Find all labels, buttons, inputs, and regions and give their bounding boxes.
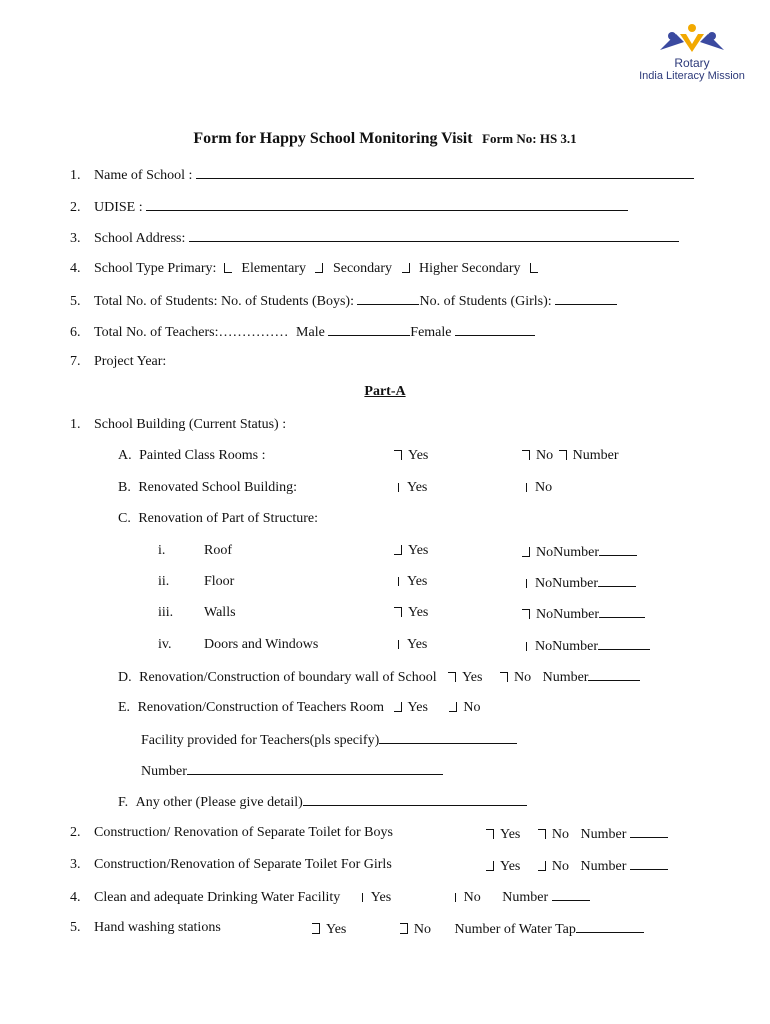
yes-option [398,574,427,590]
field-label: Female [410,325,452,340]
no-checkbox[interactable] [526,642,529,651]
facility-input[interactable] [379,731,517,744]
no-checkbox[interactable] [522,450,530,460]
option-label: No [463,700,481,715]
option-label: NoNumber [535,639,598,654]
option-label: Yes [462,670,483,685]
no-option [522,605,645,623]
floor-number-input[interactable] [598,574,636,587]
title-main: Form for Happy School Monitoring Visit [193,130,473,147]
row-drinking-water [70,888,590,906]
yes-checkbox[interactable] [394,702,402,712]
no-checkbox[interactable] [538,829,546,839]
no-option [526,480,552,496]
number-input[interactable] [187,762,443,775]
no-checkbox[interactable] [400,923,408,934]
page-title [0,130,770,148]
field-label: School Type Primary: [94,261,217,276]
item-letter: F. [118,795,129,810]
primary-checkbox[interactable] [224,263,232,273]
section-heading-part-a: Part-A [364,384,406,399]
form-number: Form No: HS 3.1 [482,131,577,146]
option-label: No [413,922,431,937]
field-address [70,229,679,247]
row-label: Facility provided for Teachers(pls specify) [141,733,380,748]
row-label-walls: Walls [204,605,236,620]
row-label: Renovation of Part of Structure: [138,511,318,526]
number-checkbox[interactable] [559,450,567,460]
yes-checkbox[interactable] [394,545,402,555]
option-label: No [463,890,481,905]
no-checkbox[interactable] [455,893,458,902]
row-renovation-structure [118,511,318,527]
field-label: Total No. of Students: No. of Students (Boys): [94,294,354,309]
section-school-building [70,417,286,433]
row-number [141,762,443,780]
no-option [526,637,650,655]
option-label: Yes [500,827,521,842]
option-label: Yes [408,448,429,463]
row-toilet-boys [70,825,393,841]
option-label: Yes [407,700,428,715]
field-label: UDISE : [94,200,143,215]
roman-numeral: iv. [158,637,172,652]
yes-option [398,637,427,653]
option-label: Secondary [332,261,393,276]
no-checkbox[interactable] [522,547,530,557]
row-boundary-wall [118,668,640,686]
row-label: Renovation/Construction of boundary wall of School [139,670,437,685]
female-teachers-input[interactable] [455,323,535,336]
yes-checkbox[interactable] [486,829,494,839]
field-school-type [70,261,544,277]
option-label: Yes [370,890,392,905]
item-number: 4. [70,890,81,905]
no-checkbox[interactable] [449,702,457,712]
option-label: NoNumber [536,545,599,560]
no-option [522,543,637,561]
item-number: 3. [70,231,81,246]
item-number: 2. [70,200,81,215]
option-label: Elementary [241,261,306,276]
roman-numeral: iii. [158,605,174,620]
boundary-number-input[interactable] [588,668,640,681]
roman-numeral: ii. [158,574,170,589]
row-label-doors-windows: Doors and Windows [204,637,319,652]
yes-checkbox[interactable] [486,861,494,871]
yes-checkbox[interactable] [394,450,402,460]
secondary-checkbox[interactable] [402,263,410,273]
option-label: No [513,670,532,685]
option-label: Number of Water Tap [454,922,576,937]
logo-line2: India Literacy Mission [639,70,745,82]
option-label: Yes [407,480,428,495]
item-number: 6. [70,325,81,340]
option-label: Number [580,827,627,842]
yes-checkbox[interactable] [398,577,401,586]
option-label: Yes [408,543,429,558]
option-label: NoNumber [536,607,599,622]
row-label-floor: Floor [204,574,235,589]
girls-toilet-number-input[interactable] [630,857,668,870]
no-checkbox[interactable] [522,609,530,619]
item-letter: C. [118,511,131,526]
item-number: 5. [70,294,81,309]
no-checkbox[interactable] [538,861,546,871]
item-number: 2. [70,825,81,840]
roof-number-input[interactable] [599,543,637,556]
yes-checkbox[interactable] [398,640,401,649]
row-renovated-building [118,480,297,496]
row-label: Hand washing stations [94,920,221,935]
school-name-input[interactable] [196,166,694,179]
option-label: Number [502,890,549,905]
options-toilet-boys [486,825,668,843]
row-toilet-girls [70,857,392,873]
doors-number-input[interactable] [598,637,650,650]
option-label: Yes [407,574,428,589]
boys-count-input[interactable] [357,292,419,305]
field-label: Total No. of Teachers:…………… [94,325,289,340]
yes-option [394,605,428,621]
field-udise [70,198,628,216]
yes-checkbox[interactable] [362,893,365,902]
no-option [526,574,636,592]
options-hand-washing [312,920,644,938]
yes-checkbox[interactable] [312,923,320,934]
option-label: No [536,448,554,463]
yes-checkbox[interactable] [398,483,401,492]
option-label: NoNumber [535,576,598,591]
field-project-year [70,354,166,370]
row-label: Renovation/Construction of Teachers Room [137,700,385,715]
field-label: No. of Students (Girls): [419,294,552,309]
field-label: Male [296,325,325,340]
other-detail-input[interactable] [303,793,527,806]
option-label: Yes [408,605,429,620]
option-label: Yes [407,637,428,652]
row-hand-washing [70,920,221,936]
yes-option [398,480,427,496]
row-label: Renovated School Building: [138,480,297,495]
water-number-input[interactable] [552,888,590,901]
higher-secondary-checkbox[interactable] [530,263,538,273]
item-letter: B. [118,480,131,495]
item-number: 7. [70,354,81,369]
no-checkbox[interactable] [500,672,508,682]
item-number: 5. [70,920,81,935]
section-label: School Building (Current Status) : [94,417,287,432]
row-label: Number [141,764,187,779]
yes-checkbox[interactable] [448,672,456,682]
walls-number-input[interactable] [599,605,645,618]
item-number: 4. [70,261,81,276]
udise-input[interactable] [146,198,628,211]
rotary-emblem-icon [622,22,762,56]
row-label: Clean and adequate Drinking Water Facility [94,890,341,905]
yes-checkbox[interactable] [394,607,402,617]
logo-line1: Rotary [674,56,710,70]
option-label: Yes [326,922,347,937]
option-label: No [535,480,553,495]
option-label: Number [572,448,619,463]
water-tap-number-input[interactable] [576,920,644,933]
row-any-other [118,793,527,811]
field-teachers [70,323,535,341]
item-number: 1. [70,417,81,432]
no-option [522,448,619,464]
address-input[interactable] [189,229,679,242]
roman-numeral: i. [158,543,166,558]
field-school-name [70,166,694,184]
options-toilet-girls [486,857,668,875]
no-checkbox[interactable] [526,579,529,588]
no-checkbox[interactable] [526,483,529,492]
item-letter: E. [118,700,131,715]
girls-count-input[interactable] [555,292,617,305]
field-label: School Address: [94,231,186,246]
item-letter: D. [118,670,132,685]
item-letter: A. [118,448,132,463]
row-label: Any other (Please give detail) [135,795,303,810]
elementary-checkbox[interactable] [315,263,323,273]
option-label: Number [580,859,627,874]
row-teachers-room [118,700,481,716]
male-teachers-input[interactable] [328,323,410,336]
row-label: Painted Class Rooms : [139,448,266,463]
option-label: Number [542,670,589,685]
row-label: Construction/Renovation of Separate Toilet For Girls [94,857,392,872]
rotary-logo [622,22,762,86]
item-number: 1. [70,168,81,183]
option-label: Yes [500,859,521,874]
row-label-roof: Roof [204,543,232,558]
row-painted-class-rooms [118,448,266,464]
row-label: Construction/ Renovation of Separate Toilet for Boys [94,825,393,840]
option-label: Higher Secondary [419,261,521,276]
yes-option [394,448,428,464]
yes-option [394,543,428,559]
item-number: 3. [70,857,81,872]
option-label: No [551,859,569,874]
boys-toilet-number-input[interactable] [630,825,668,838]
field-label: Project Year: [94,354,167,369]
field-label: Name of School : [94,168,193,183]
option-label: No [551,827,569,842]
row-facility-teachers [141,731,517,749]
field-total-students [70,292,617,310]
